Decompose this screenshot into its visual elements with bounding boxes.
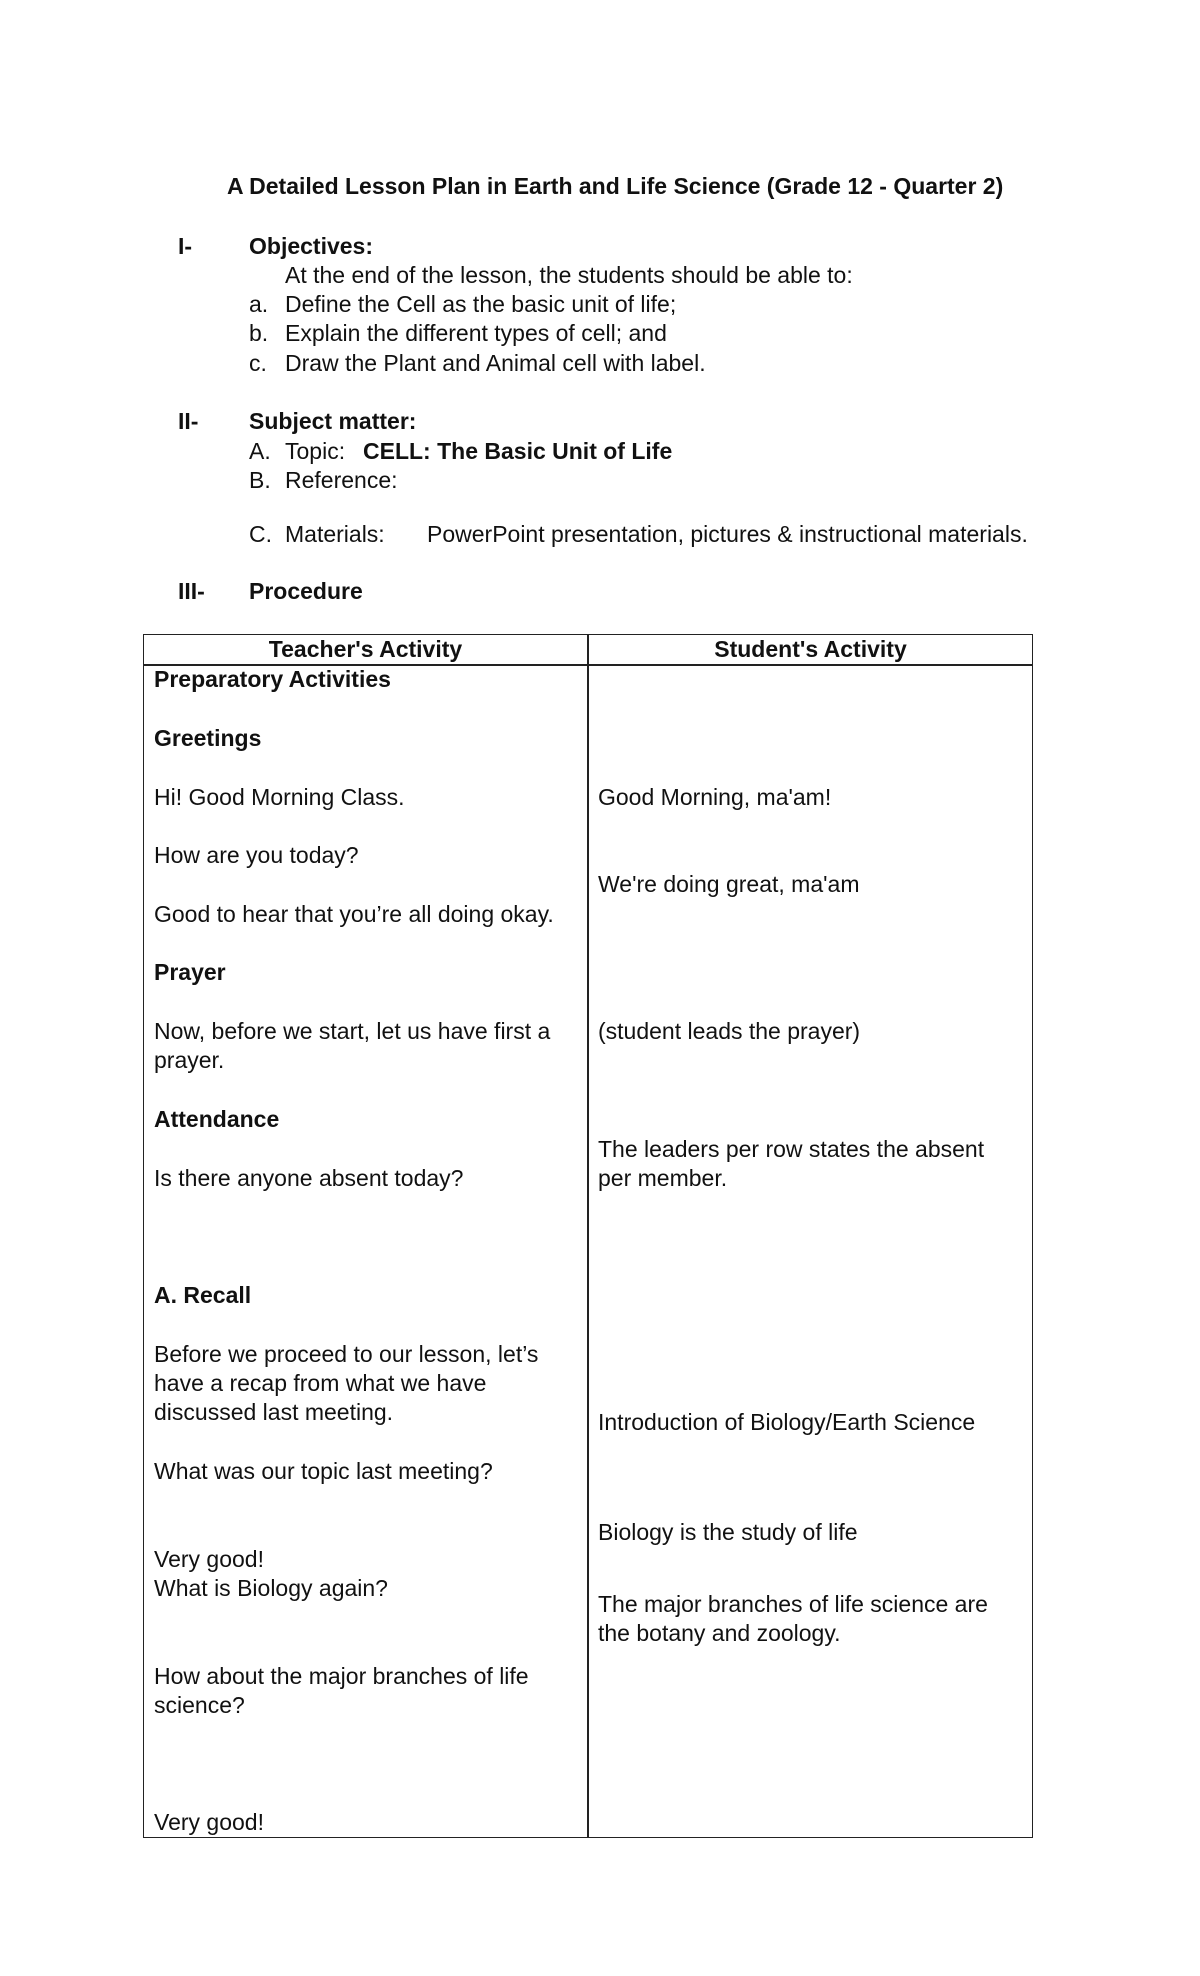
objectives-numeral: I- xyxy=(178,233,193,259)
teacher-greeting: Hi! Good Morning Class. xyxy=(154,784,405,810)
student-intro-biology: Introduction of Biology/Earth Science xyxy=(598,1409,976,1435)
materials-label: Materials: xyxy=(285,521,385,547)
teacher-very-good-1: Very good! xyxy=(154,1546,264,1572)
objective-item-a: Define the Cell as the basic unit of life; xyxy=(285,291,677,317)
procedure-heading: Procedure xyxy=(249,578,363,604)
objective-item-b: Explain the different types of cell; and xyxy=(285,320,667,346)
objective-item-c: Draw the Plant and Animal cell with label. xyxy=(285,350,706,376)
reference-letter: B. xyxy=(249,467,271,493)
teacher-absent-question: Is there anyone absent today? xyxy=(154,1165,464,1191)
objective-letter-c: c. xyxy=(249,350,267,376)
teacher-topic-question: What was our topic last meeting? xyxy=(154,1458,493,1484)
teacher-activity-header: Teacher's Activity xyxy=(268,636,463,662)
objectives-intro: At the end of the lesson, the students should be able to: xyxy=(285,262,853,288)
topic-letter: A. xyxy=(249,438,271,464)
document-title: A Detailed Lesson Plan in Earth and Life Science (Grade 12 - Quarter 2) xyxy=(227,173,1004,199)
recall-heading: A. Recall xyxy=(154,1282,252,1308)
column-divider xyxy=(587,635,589,1837)
student-biology-definition: Biology is the study of life xyxy=(598,1519,858,1545)
subject-numeral: II- xyxy=(178,408,199,434)
attendance-heading: Attendance xyxy=(154,1106,280,1132)
objective-letter-b: b. xyxy=(249,320,269,346)
reference-label: Reference: xyxy=(285,467,398,493)
teacher-good-to-hear: Good to hear that you’re all doing okay. xyxy=(154,901,554,927)
teacher-branches-question: How about the major branches of life science? xyxy=(154,1663,529,1718)
greetings-heading: Greetings xyxy=(154,725,262,751)
preparatory-activities-heading: Preparatory Activities xyxy=(154,666,391,692)
teacher-recap: Before we proceed to our lesson, let’s have a recap from what we have discussed last meeting. xyxy=(154,1341,539,1425)
objective-letter-a: a. xyxy=(249,291,269,317)
teacher-how-are-you: How are you today? xyxy=(154,842,359,868)
procedure-numeral: III- xyxy=(178,578,205,604)
teacher-prayer-line: Now, before we start, let us have first a prayer. xyxy=(154,1018,551,1073)
student-good-morning: Good Morning, ma'am! xyxy=(598,784,832,810)
subject-heading: Subject matter: xyxy=(249,408,417,434)
materials-letter: C. xyxy=(249,521,272,547)
teacher-biology-question: What is Biology again? xyxy=(154,1575,388,1601)
procedure-table xyxy=(143,634,1033,1838)
topic-value: CELL: The Basic Unit of Life xyxy=(363,438,673,464)
student-doing-great: We're doing great, ma'am xyxy=(598,871,860,897)
materials-value: PowerPoint presentation, pictures & instructional materials. xyxy=(427,521,1028,547)
student-leads-prayer: (student leads the prayer) xyxy=(598,1018,861,1044)
objectives-heading: Objectives: xyxy=(249,233,373,259)
teacher-very-good-2: Very good! xyxy=(154,1809,264,1835)
student-major-branches: The major branches of life science are the botany and zoology. xyxy=(598,1591,988,1646)
student-leaders-absent: The leaders per row states the absent per member. xyxy=(598,1136,985,1191)
prayer-heading: Prayer xyxy=(154,959,226,985)
topic-label: Topic: xyxy=(285,438,346,464)
student-activity-header: Student's Activity xyxy=(714,636,907,662)
